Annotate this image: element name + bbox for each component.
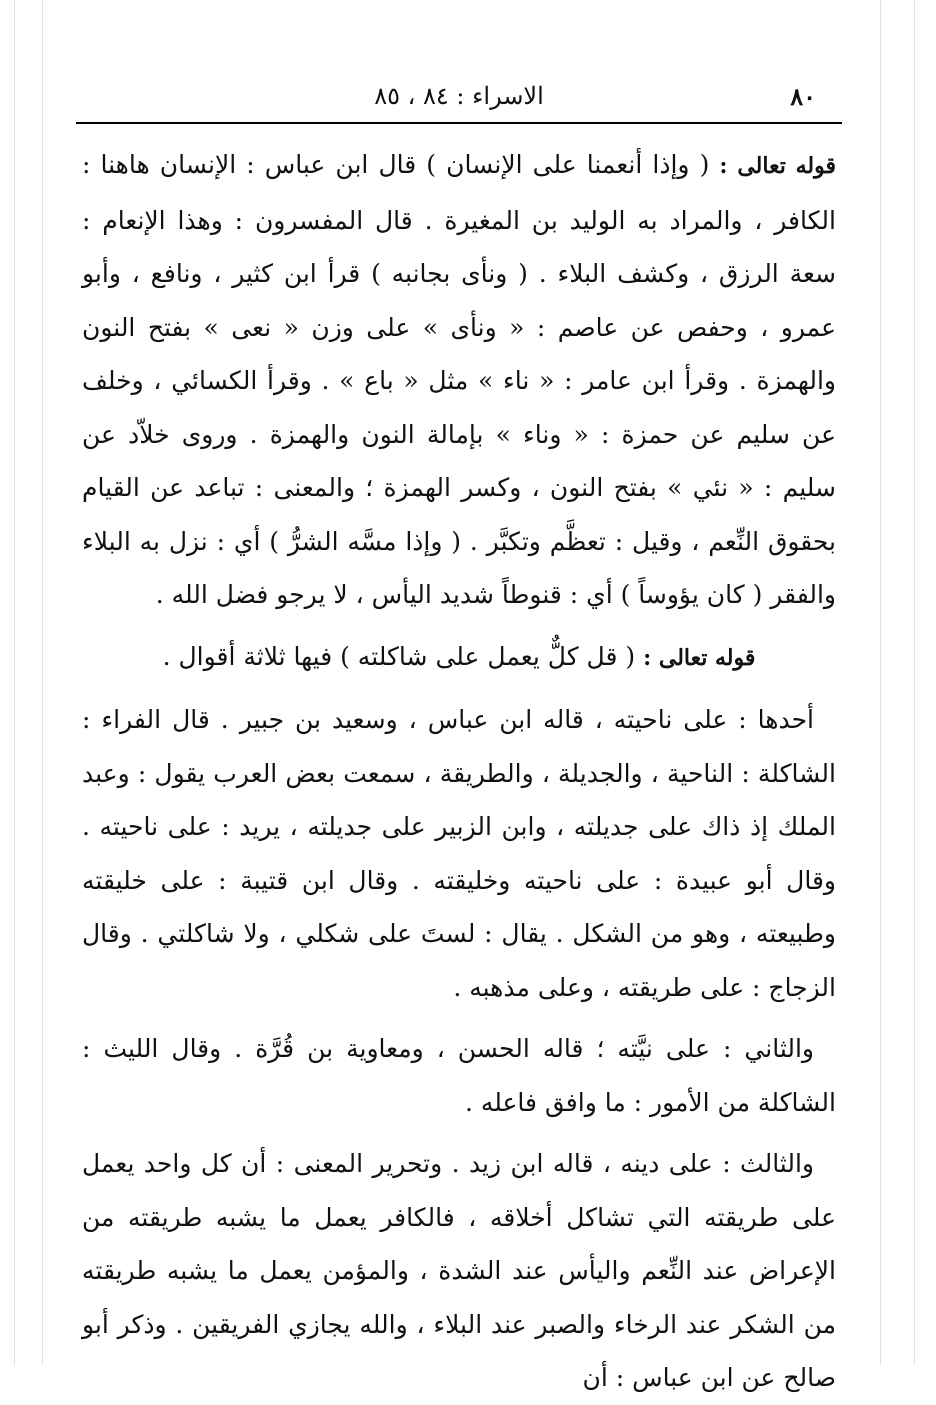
paragraph-text: ( وإذا أنعمنا على الإنسان ) قال ابن عباس : الإنسان هاهنا : الكافر ، والمراد به الوليد بن المغيرة . قال المفسرون : وهذا الإنعام : سعة الرزق ، وكشف البلاء . ( ونأى بجانبه ) قرأ ابن كثير ، ونافع ، وأبو عمرو ، وحفص عن عاصم : « ونأى » على وزن « نعى » بفتح النون والهمزة . وقرأ ابن عامر : « ناء » مثل « باع » . وقرأ الكسائي ، وخلف عن سليم عن حمزة : « وناء » بإمالة النون والهمزة . وروى خلاّد عن سليم : « نئي » بفتح النون ، وكسر الهمزة ؛ والمعنى : تباعد عن القيام بحقوق النِّعم ، وقيل : تعظَّم وتكبَّر . ( وإذا مسَّه الشرُّ ) أي : نزل به البلاء والفقر ( كان يؤوساً ) أي : قنوطاً شديد اليأس ، لا يرجو فضل الله . — [82, 150, 836, 609]
paragraph-third-opinion — [82, 1137, 836, 1405]
paragraph-verse-84 — [82, 138, 836, 622]
margin-guide-right-inner — [880, 0, 881, 1365]
paragraph-second-opinion — [82, 1022, 836, 1129]
paragraph-text: والثالث : على دينه ، قاله ابن زيد . وتحرير المعنى : أن كل واحد يعمل على طريقته التي تشاكل أخلاقه ، فالكافر يعمل ما يشبه طريقته من الإعراض عند النِّعم واليأس عند الشدة ، والمؤمن يعمل ما يشبه طريقته من الشكر عند الرخاء والصبر عند البلاء ، والله يجازي الفريقين . وذكر أبو صالح عن ابن عباس : أن — [82, 1149, 836, 1392]
verse-label: قوله تعالى : — [719, 153, 836, 179]
book-page — [82, 82, 836, 1405]
paragraph-verse-84-heading — [82, 630, 836, 686]
paragraph-first-opinion — [82, 693, 836, 1014]
margin-guide-right — [914, 0, 915, 1365]
paragraph-text: والثاني : على نيَّته ؛ قاله الحسن ، ومعاوية بن قُرَّة . وقال الليث : الشاكلة من الأمور : ما وافق فاعله . — [82, 1034, 836, 1117]
page-header — [82, 82, 836, 118]
margin-guide-left-inner — [42, 0, 43, 1365]
running-head: الاسراء : ٨٤ ، ٨٥ — [374, 82, 544, 110]
verse-label: قوله تعالى : — [643, 644, 756, 671]
margin-guide-left — [14, 0, 15, 1365]
paragraph-text: ( قل كلٌّ يعمل على شاكلته ) فيها ثلاثة أقوال . — [162, 641, 636, 671]
header-rule — [76, 122, 842, 124]
paragraph-text: أحدها : على ناحيته ، قاله ابن عباس ، وسعيد بن جبير . قال الفراء : الشاكلة : الناحية ، والجديلة ، والطريقة ، سمعت بعض العرب يقول : وعبد الملك إذ ذاك على جديلته ، وابن الزبير على جديلته ، يريد : على ناحيته . وقال أبو عبيدة : على ناحيته وخليقته . وقال ابن قتيبة : على خليقته وطبيعته ، وهو من الشكل . يقال : لستَ على شكلي ، ولا شاكلتي . وقال الزجاج : على طريقته ، وعلى مذهبه . — [82, 705, 836, 1002]
page-number: ٨٠ — [790, 82, 816, 111]
